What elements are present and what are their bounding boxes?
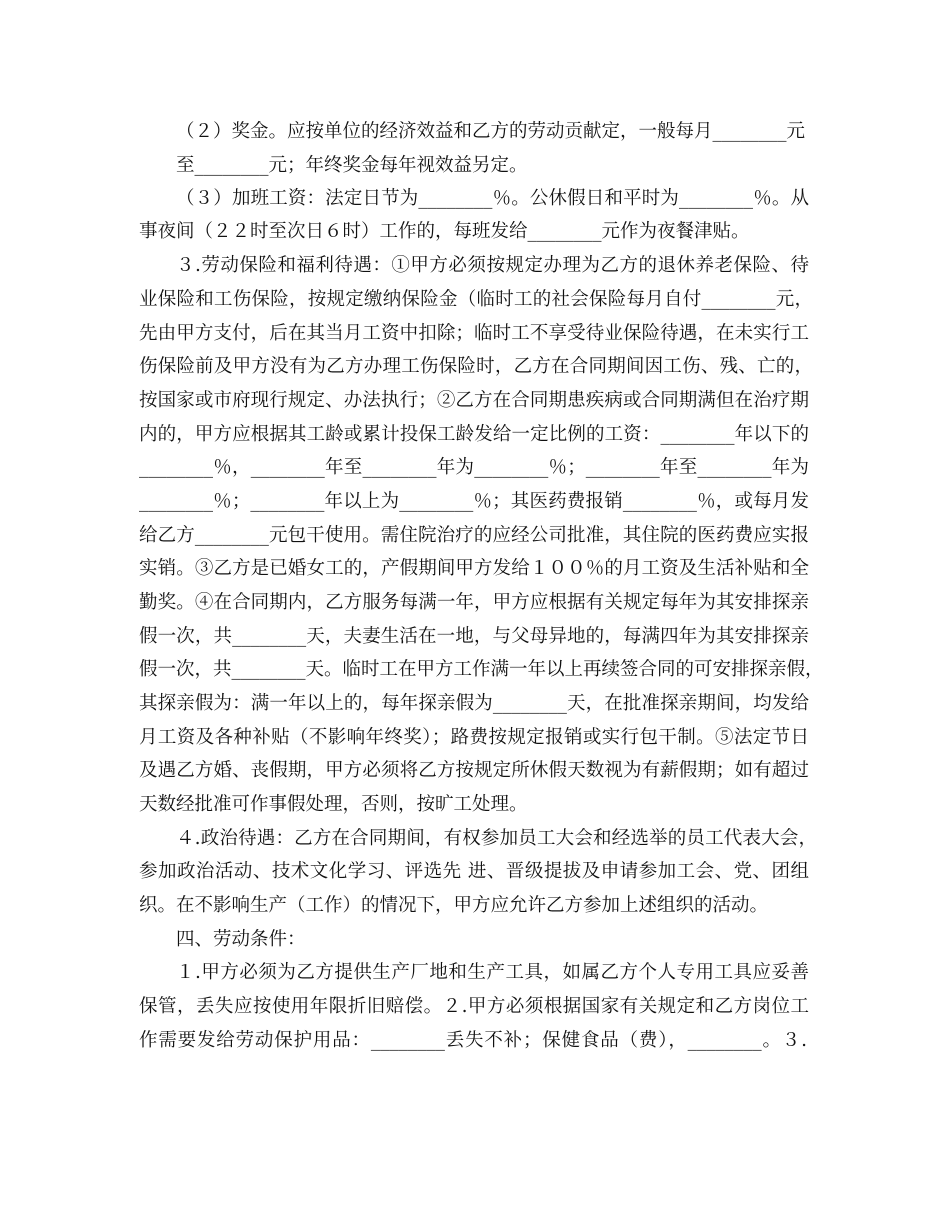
doc-line: 内的，甲方应根据其工龄或累计投保工龄发给一定比例的工资：________年以下的 [139, 424, 809, 445]
doc-line: （３）加班工资：法定日节为________％。公休假日和平时为________％。从 [176, 188, 809, 209]
doc-line: ４.政治待遇：乙方在合同期间，有权参加员工大会和经选举的员工代表大会， [176, 828, 817, 849]
doc-line: 天数经批准可作事假处理，否则，按旷工处理。 [139, 794, 528, 815]
doc-line: 作需要发给劳动保护用品：________丢失不补；保健食品（费），________。３. [139, 1030, 807, 1051]
doc-line: 参加政治活动、技术文化学习、评选先 进、晋级提拔及申请参加工会、党、团组 [139, 861, 809, 882]
doc-line: 按国家或市府现行规定、办法执行；②乙方在合同期患疾病或合同期满但在治疗期 [139, 390, 809, 411]
doc-line: 其探亲假为：满一年以上的，每年探亲假为________天，在批准探亲期间，均发给 [139, 693, 809, 714]
doc-line: 业保险和工伤保险，按规定缴纳保险金（临时工的社会保险每月自付________元， [139, 289, 813, 310]
doc-line: ３.劳动保险和福利待遇：①甲方必须按规定办理为乙方的退休养老保险、待 [176, 255, 809, 276]
doc-line: 四、劳动条件： [176, 929, 306, 950]
doc-line: ________％，________年至________年为________％；________年至________年为 [139, 457, 809, 478]
doc-line: 保管，丢失应按使用年限折旧赔偿。２.甲方必须根据国家有关规定和乙方岗位工 [139, 996, 809, 1017]
doc-line: 实销。③乙方是已婚女工的，产假期间甲方发给１００％的月工资及生活补贴和全 [139, 558, 809, 579]
doc-line: 给乙方________元包干使用。需住院治疗的应经公司批准，其住院的医药费应实报 [139, 525, 809, 546]
doc-line: 织。在不影响生产（工作）的情况下，甲方应允许乙方参加上述组织的活动。 [139, 895, 769, 916]
doc-line: 月工资及各种补贴（不影响年终奖）；路费按规定报销或实行包干制。⑤法定节日 [139, 727, 809, 748]
doc-line: 至________元；年终奖金每年视效益另定。 [176, 155, 528, 176]
doc-line: 先由甲方支付，后在其当月工资中扣除；临时工不享受待业保险待遇，在未实行工 [139, 323, 809, 344]
doc-line: 勤奖。④在合同期内，乙方服务每满一年，甲方应根据有关规定每年为其安排探亲 [139, 592, 809, 613]
doc-line: 伤保险前及甲方没有为乙方办理工伤保险时，乙方在合同期间因工伤、残、亡的， [139, 356, 813, 377]
doc-line: １.甲方必须为乙方提供生产厂地和生产工具，如属乙方个人专用工具应妥善 [176, 962, 809, 983]
doc-line: ________％；________年以上为________％；其医药费报销________％，或每月发 [139, 491, 809, 512]
doc-line: 事夜间（２２时至次日６时）工作的，每班发给________元作为夜餐津贴。 [139, 221, 750, 242]
doc-line: 及遇乙方婚、丧假期，甲方必须将乙方按规定所休假天数视为有薪假期；如有超过 [139, 760, 809, 781]
doc-line: （２）奖金。应按单位的经济效益和乙方的劳动贡献定，一般每月________元 [176, 121, 806, 142]
doc-line: 假一次，共________天，夫妻生活在一地，与父母异地的，每满四年为其安排探亲 [139, 626, 809, 647]
doc-line: 假一次，共________天。临时工在甲方工作满一年以上再续签合同的可安排探亲假， [139, 659, 824, 680]
